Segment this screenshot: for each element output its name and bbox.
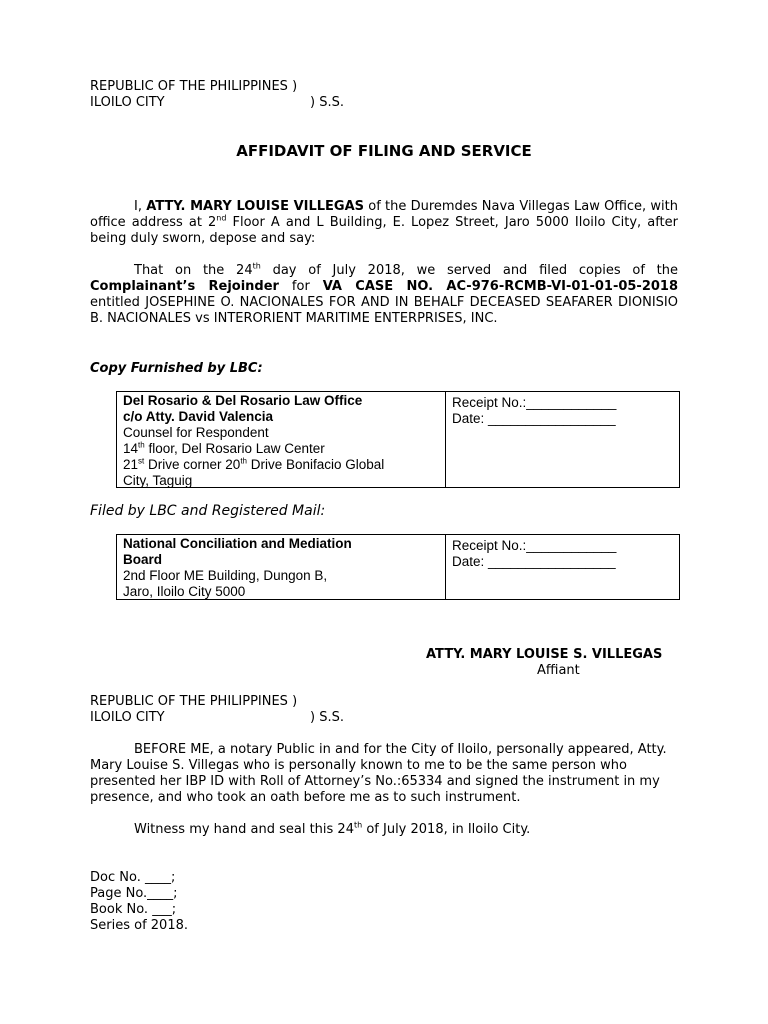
case-number: VA CASE NO. AC-976-RCMB-VI-01-01-05-2018 — [322, 279, 679, 294]
recipient-address-2: 21st Drive corner 20th Drive Bonifacio Global — [123, 456, 385, 472]
venue-block-top — [90, 79, 344, 111]
receipt-details — [446, 392, 679, 487]
venue-block-bottom — [90, 694, 344, 726]
venue-city: ILOILO CITY — [90, 95, 165, 110]
copy-furnished-label: Copy Furnished by LBC: — [90, 361, 263, 376]
recipient-details — [117, 535, 446, 599]
service-box-ncmb — [116, 534, 680, 600]
venue-city: ILOILO CITY — [90, 710, 165, 725]
recipient-attention: c/o Atty. David Valencia — [123, 409, 274, 424]
affiant-label: Affiant — [537, 663, 580, 678]
affiant-signature-name: ATTY. MARY LOUISE S. VILLEGAS — [426, 647, 663, 662]
recipient-name-cont: Board — [123, 552, 163, 567]
page-number: Page No.____; — [90, 886, 178, 901]
service-text-a: That on the 24 — [134, 263, 253, 278]
pleading-name: Complainant’s Rejoinder — [90, 279, 279, 294]
receipt-date: Date: _________________ — [452, 411, 616, 426]
receipt-number: Receipt No.:____________ — [452, 538, 617, 553]
jurat-text: BEFORE ME, a notary Public in and for the City of Iloilo, personally appeared, Atty. Mary Louise S. Villegas who is personally known to me to be the same person who presented her IBP ID with Roll of Attorney’s No.:65334 and signed the instrument in my presence, and who took an oath before me as to such instrument. — [90, 742, 667, 805]
recipient-name: National Conciliation and Mediation — [123, 536, 352, 551]
receipt-date: Date: _________________ — [452, 554, 616, 569]
venue-country: REPUBLIC OF THE PHILIPPINES ) — [90, 79, 298, 94]
recipient-address-3: City, Taguig — [123, 473, 193, 488]
recipient-address-1: 2nd Floor ME Building, Dungon B, — [123, 568, 328, 583]
venue-city-row — [90, 95, 344, 111]
recipient-address-1: 14th floor, Del Rosario Law Center — [123, 440, 325, 456]
service-paragraph — [90, 263, 678, 327]
service-sup: th — [252, 261, 261, 271]
intro-text: I, — [134, 199, 147, 214]
notarial-register-entries — [90, 870, 188, 934]
affiant-name-inline: ATTY. MARY LOUISE VILLEGAS — [146, 199, 365, 214]
venue-city-row — [90, 710, 344, 726]
intro-sup: nd — [216, 213, 227, 223]
recipient-address-2: Jaro, Iloilo City 5000 — [123, 584, 246, 599]
venue-country: REPUBLIC OF THE PHILIPPINES ) — [90, 694, 298, 709]
service-text-b: day of July 2018, we served and filed copies of the — [260, 263, 678, 278]
recipient-details — [117, 392, 446, 487]
affiant-intro-paragraph — [90, 199, 678, 247]
service-text-d: entitled JOSEPHINE O. NACIONALES FOR AND IN BEHALF DECEASED SEAFARER DIONISIO B. NACIONALES vs INTERORIENT MARITIME ENTERPRISES, INC. — [90, 295, 678, 326]
intro-rest-a: of the Duremdes Nava Villegas Law Office, with office address at 2 — [90, 199, 678, 230]
recipient-name: Del Rosario & Del Rosario Law Office — [123, 393, 363, 408]
service-box-respondent — [116, 391, 680, 488]
filed-by-label: Filed by LBC and Registered Mail: — [90, 503, 326, 519]
doc-number: Doc No. ____; — [90, 870, 176, 885]
receipt-number: Receipt No.:____________ — [452, 395, 617, 410]
receipt-details — [446, 535, 679, 599]
intro-rest-b: Floor A and L Building, E. Lopez Street, Jaro 5000 Iloilo City, after being duly sworn, depose and say: — [90, 215, 678, 246]
witness-line: Witness my hand and seal this 24th of July 2018, in Iloilo City. — [134, 820, 531, 837]
service-text-c: for — [278, 279, 323, 294]
jurat-paragraph — [90, 742, 678, 806]
venue-ss: ) S.S. — [310, 95, 344, 110]
series-year: Series of 2018. — [90, 918, 188, 933]
recipient-role: Counsel for Respondent — [123, 425, 269, 440]
document-title: AFFIDAVIT OF FILING AND SERVICE — [236, 142, 532, 160]
venue-ss: ) S.S. — [310, 710, 344, 725]
book-number: Book No. ___; — [90, 902, 177, 917]
